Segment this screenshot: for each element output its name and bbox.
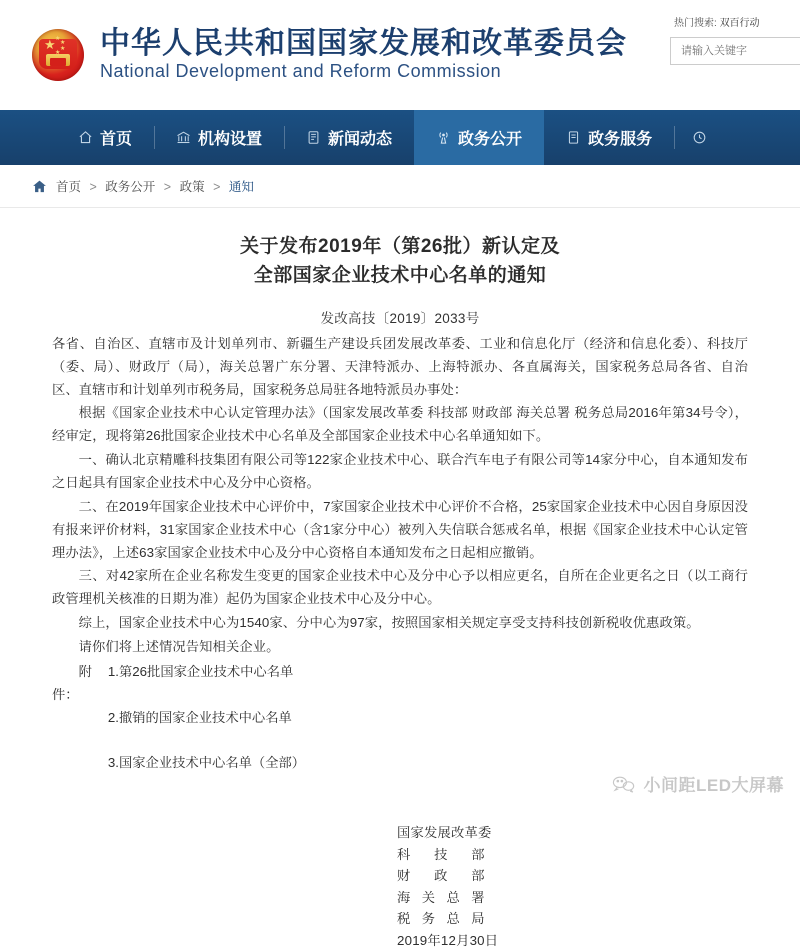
page-title-line1: 关于发布2019年（第26批）新认定及 [240, 236, 560, 257]
breadcrumb-item-1[interactable]: 政务公开 [105, 180, 156, 194]
site-title-cn: 中华人民共和国国家发展和改革委员会 [100, 27, 627, 61]
breadcrumb-links [56, 177, 254, 195]
attachment-item-2[interactable]: 2.撤销的国家企业技术中心名单 [107, 709, 292, 725]
attachment-row [52, 661, 748, 707]
breadcrumb-separator: > [163, 180, 172, 194]
article-body [0, 208, 800, 951]
paragraph-basis: 根据《国家企业技术中心认定管理办法》（国家发展改革委 科技部 财政部 海关总署 税务总局2016年第34号令），经审定，现将第26批国家企业技术中心名单及全部国家企业技术中心名单通知如下。 [52, 405, 748, 444]
paragraph-item-3: 三、对42家所在企业名称发生变更的国家企业技术中心及分中心予以相应更名，自所在企业更名之日（以工商行政管理机关核准的日期为准）起仍为国家企业技术中心及分中心。 [52, 568, 748, 607]
signature-org-2: 财政部 [397, 868, 485, 884]
nav-label: 政务公开 [458, 131, 523, 148]
nav-label: 机构设置 [198, 131, 263, 148]
nav-item-government-affairs[interactable] [414, 110, 544, 165]
nav-item-home[interactable] [56, 110, 154, 165]
signature-org-0: 国家发展改革委 [397, 825, 492, 841]
signature-org-4: 税务总局 [397, 911, 485, 927]
paragraph-item-2: 二、在2019年国家企业技术中心评价中，7家国家企业技术中心评价不合格，25家国家企业技术中心因自身原因没有报来评价材料，31家国家企业技术中心（含1家分中心）被列入失信联合惩戒名单，根据《国家企业技术中心认定管理办法》，上述63家国家企业技术中心及分中心资格自本通知发布之日起相应撤销。 [52, 498, 748, 560]
document-number: 发改高技〔2019〕2033号 [320, 310, 480, 326]
nav-label: 首页 [100, 131, 133, 148]
signature-date: 2019年12月30日 [397, 932, 499, 948]
breadcrumb [0, 165, 800, 208]
watermark-text: 小间距LED大屏幕 [643, 776, 784, 795]
attachment-item-1[interactable]: 1.第26批国家企业技术中心名单 [107, 663, 294, 679]
brand-block[interactable] [30, 27, 627, 83]
clock-icon [692, 130, 706, 145]
brand-text [100, 27, 627, 83]
nav-item-government-service[interactable] [544, 110, 674, 165]
hot-search-label: 热门搜索: [674, 18, 717, 29]
document-icon [566, 130, 581, 145]
main-navigation [0, 110, 800, 165]
search-box[interactable] [670, 37, 800, 65]
watermark [611, 771, 785, 796]
breadcrumb-item-current: 通知 [228, 180, 254, 194]
site-header [0, 0, 800, 110]
document-content [52, 333, 748, 659]
national-emblem-icon: ★ ★ ★ ★ ★ [30, 27, 86, 83]
page-title-line2: 全部国家企业技术中心名单的通知 [253, 265, 547, 287]
header-search-area [670, 14, 800, 65]
hot-search-keyword[interactable]: 双百行动 [719, 18, 760, 29]
search-input[interactable] [671, 44, 800, 58]
nav-item-news[interactable] [284, 110, 414, 165]
paragraph-item-1: 一、确认北京精雕科技集团有限公司等122家企业技术中心、联合汽车电子有限公司等14家分中心，自本通知发布之日起具有国家企业技术中心及分中心资格。 [52, 452, 748, 491]
nav-item-organization[interactable] [154, 110, 284, 165]
hot-search-line [670, 14, 800, 29]
wechat-icon [611, 774, 637, 794]
attachment-item-3[interactable]: 3.国家企业技术中心名单（全部） [107, 755, 306, 771]
signature-org-1: 科技部 [397, 846, 485, 862]
breadcrumb-separator: > [89, 180, 97, 194]
attachment-row [52, 707, 748, 753]
signature-block [52, 822, 748, 951]
nav-label: 政务服务 [588, 131, 653, 148]
home-icon[interactable] [32, 179, 47, 194]
breadcrumb-item-2[interactable]: 政策 [179, 180, 205, 194]
attachment-label: 附件： [52, 663, 92, 702]
nav-label: 新闻动态 [328, 131, 393, 148]
recipients-paragraph: 各省、自治区、直辖市及计划单列市、新疆生产建设兵团发展改革委、工业和信息化厅（经济和信息化委）、科技厅（委、局）、财政厅（局），海关总署广东分署、天津特派办、上海特派办、各直属海关，国家税务总局各省、自治区、直辖市和计划单列市税务局，国家税务总局驻各地特派员办事处： [52, 335, 748, 397]
home-icon [78, 130, 93, 145]
signature-org-3: 海关总署 [397, 889, 485, 905]
breadcrumb-separator: > [213, 180, 221, 194]
paragraph-closing: 请你们将上述情况告知相关企业。 [78, 639, 280, 655]
news-icon [306, 130, 321, 145]
page-title [185, 232, 615, 291]
site-title-en: National Development and Reform Commission [100, 61, 502, 82]
broadcast-icon [436, 130, 451, 145]
nav-item-overflow[interactable] [674, 110, 706, 165]
breadcrumb-item-0[interactable]: 首页 [56, 180, 82, 194]
paragraph-summary: 综上，国家企业技术中心为1540家、分中心为97家，按照国家相关规定享受支持科技创新税收优惠政策。 [78, 615, 700, 631]
bank-icon [176, 130, 191, 145]
